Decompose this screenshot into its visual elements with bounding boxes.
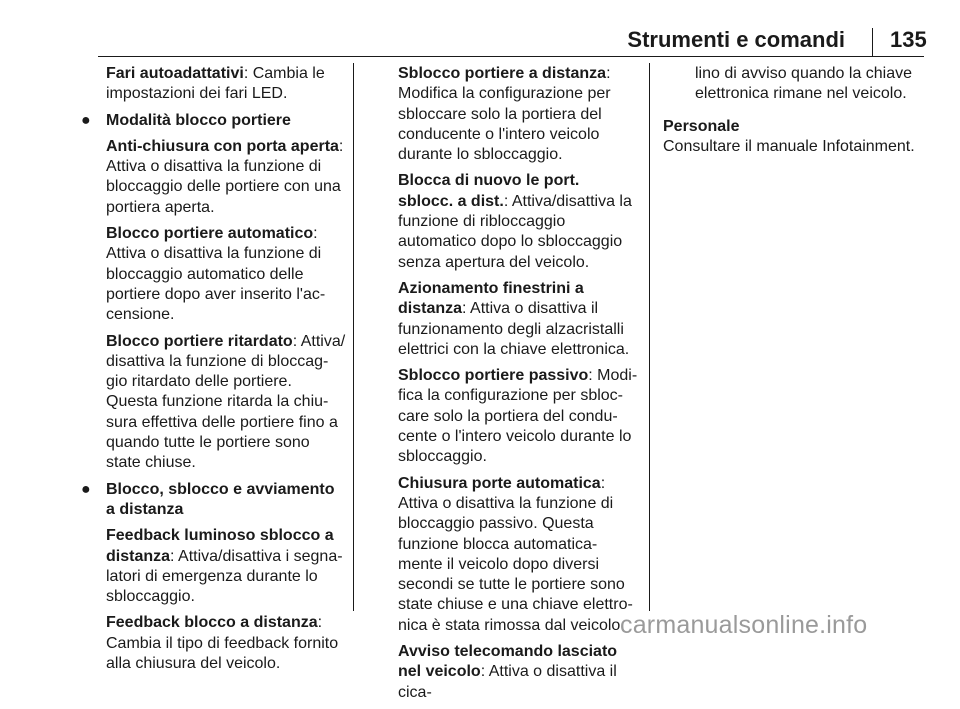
term: Chiusura porte automatica xyxy=(398,474,601,492)
term: Anti-chiusura con porta aperta xyxy=(106,137,339,155)
description: : Attiva o disattiva la funzione di bloccaggio delle portiere con una portiera aperta. xyxy=(106,137,344,216)
bullet-icon: ● xyxy=(81,111,91,129)
description: : Cambia il tipo di feedback fornito alla chiusura del veicolo. xyxy=(106,614,339,673)
paragraph-passive-door-unlock xyxy=(398,366,638,467)
description: : Modifica la configurazione per sbloccare solo la portiera del conducente o l'intero veicolo durante lo sbloccaggio. xyxy=(398,65,611,164)
paragraph-see-infotainment-manual: Consultare il manuale Infotainment. xyxy=(663,137,915,155)
paragraph-remote-lock-feedback xyxy=(106,613,346,674)
header-divider xyxy=(872,28,873,56)
term: Avviso telecomando lasciato nel veicolo xyxy=(398,643,618,681)
term: Blocco portiere automatico xyxy=(106,225,314,243)
term: Sblocco portiere a distanza xyxy=(398,65,607,82)
term: Blocca di nuovo le port. sblocc. a dist. xyxy=(398,172,580,210)
bullet-icon: ● xyxy=(81,480,91,498)
term: Azionamento finestrini a distanza xyxy=(398,279,584,318)
description: : Attiva/disattiva la funzione di ribloccaggio automatico dopo lo sbloccaggio senza apertura del veicolo. xyxy=(398,192,632,271)
paragraph-relock-remote-unlocked xyxy=(398,171,638,272)
column-1 xyxy=(81,64,346,680)
bullet-door-lock-mode xyxy=(81,111,346,131)
paragraph-remote-window-operation xyxy=(398,279,638,360)
term: Feedback luminoso sblocco a distanza xyxy=(106,527,334,565)
paragraph-auto-door-closing xyxy=(398,474,638,636)
column-divider-1 xyxy=(353,63,354,611)
bullet-label: Modalità blocco portiere xyxy=(106,111,291,129)
paragraph-continuation: lino di avviso quando la chiave elettronica rimane nel veicolo. xyxy=(695,65,913,103)
section-heading-personal: Personale xyxy=(663,117,740,135)
description: : Modi-fica la configurazione per sbloc-care solo la portiera del condu-cente o l'intero veicolo durante lo sbloccaggio. xyxy=(398,367,638,466)
term: Feedback blocco a distanza xyxy=(106,614,318,632)
header-rule xyxy=(98,56,924,57)
description: : Attiva o disattiva il funzionamento degli alzacristalli elettrici con la chiave elettronica. xyxy=(398,300,630,358)
column-3 xyxy=(663,64,925,163)
paragraph-remote-door-unlock xyxy=(398,64,638,165)
paragraph-remote-left-in-vehicle-alert xyxy=(398,642,638,703)
paragraph-delayed-door-lock xyxy=(106,332,346,474)
description: : Attiva o disattiva il cica- xyxy=(398,663,617,701)
term: Fari autoadattativi xyxy=(106,65,244,82)
page-number: 135 xyxy=(890,27,927,52)
description: : Attiva/ disattiva la funzione di bloccag-gio ritardato delle portiere. Questa funzione ritarda la chiu-sura effettiva delle portiere fino a quando tutte le portiere sono state chiuse. xyxy=(106,332,346,472)
section-title: Strumenti e comandi xyxy=(627,27,845,52)
description: : Attiva o disattiva la funzione di bloccaggio automatico delle portiere dopo aver inserito l'ac-censione. xyxy=(106,225,326,324)
paragraph-remote-unlock-light-feedback xyxy=(106,526,346,607)
bullet-remote-lock-unlock-start xyxy=(81,480,346,521)
description: : Attiva o disattiva la funzione di bloccaggio passivo. Questa funzione blocca automatica-mente il veicolo dopo diversi secondi se tutte le portiere sono state chiuse e una chiave elettro-nica è stata rimossa dal veicolo. xyxy=(398,474,633,634)
column-2 xyxy=(398,64,638,709)
watermark: carmanualsonline.info xyxy=(620,611,868,639)
term: Sblocco portiere passivo xyxy=(398,367,589,385)
paragraph-anti-lockout xyxy=(106,137,346,218)
paragraph-adaptive-headlights xyxy=(106,64,346,105)
description: : Attiva/disattiva i segna-latori di emergenza durante lo sbloccaggio. xyxy=(106,547,343,606)
term: Blocco portiere ritardato xyxy=(106,332,293,350)
bullet-label: Blocco, sblocco e avviamento a distanza xyxy=(106,480,335,518)
description: : Cambia le impostazioni dei fari LED. xyxy=(106,65,325,103)
paragraph-auto-door-lock xyxy=(106,224,346,325)
column-divider-2 xyxy=(649,63,650,611)
